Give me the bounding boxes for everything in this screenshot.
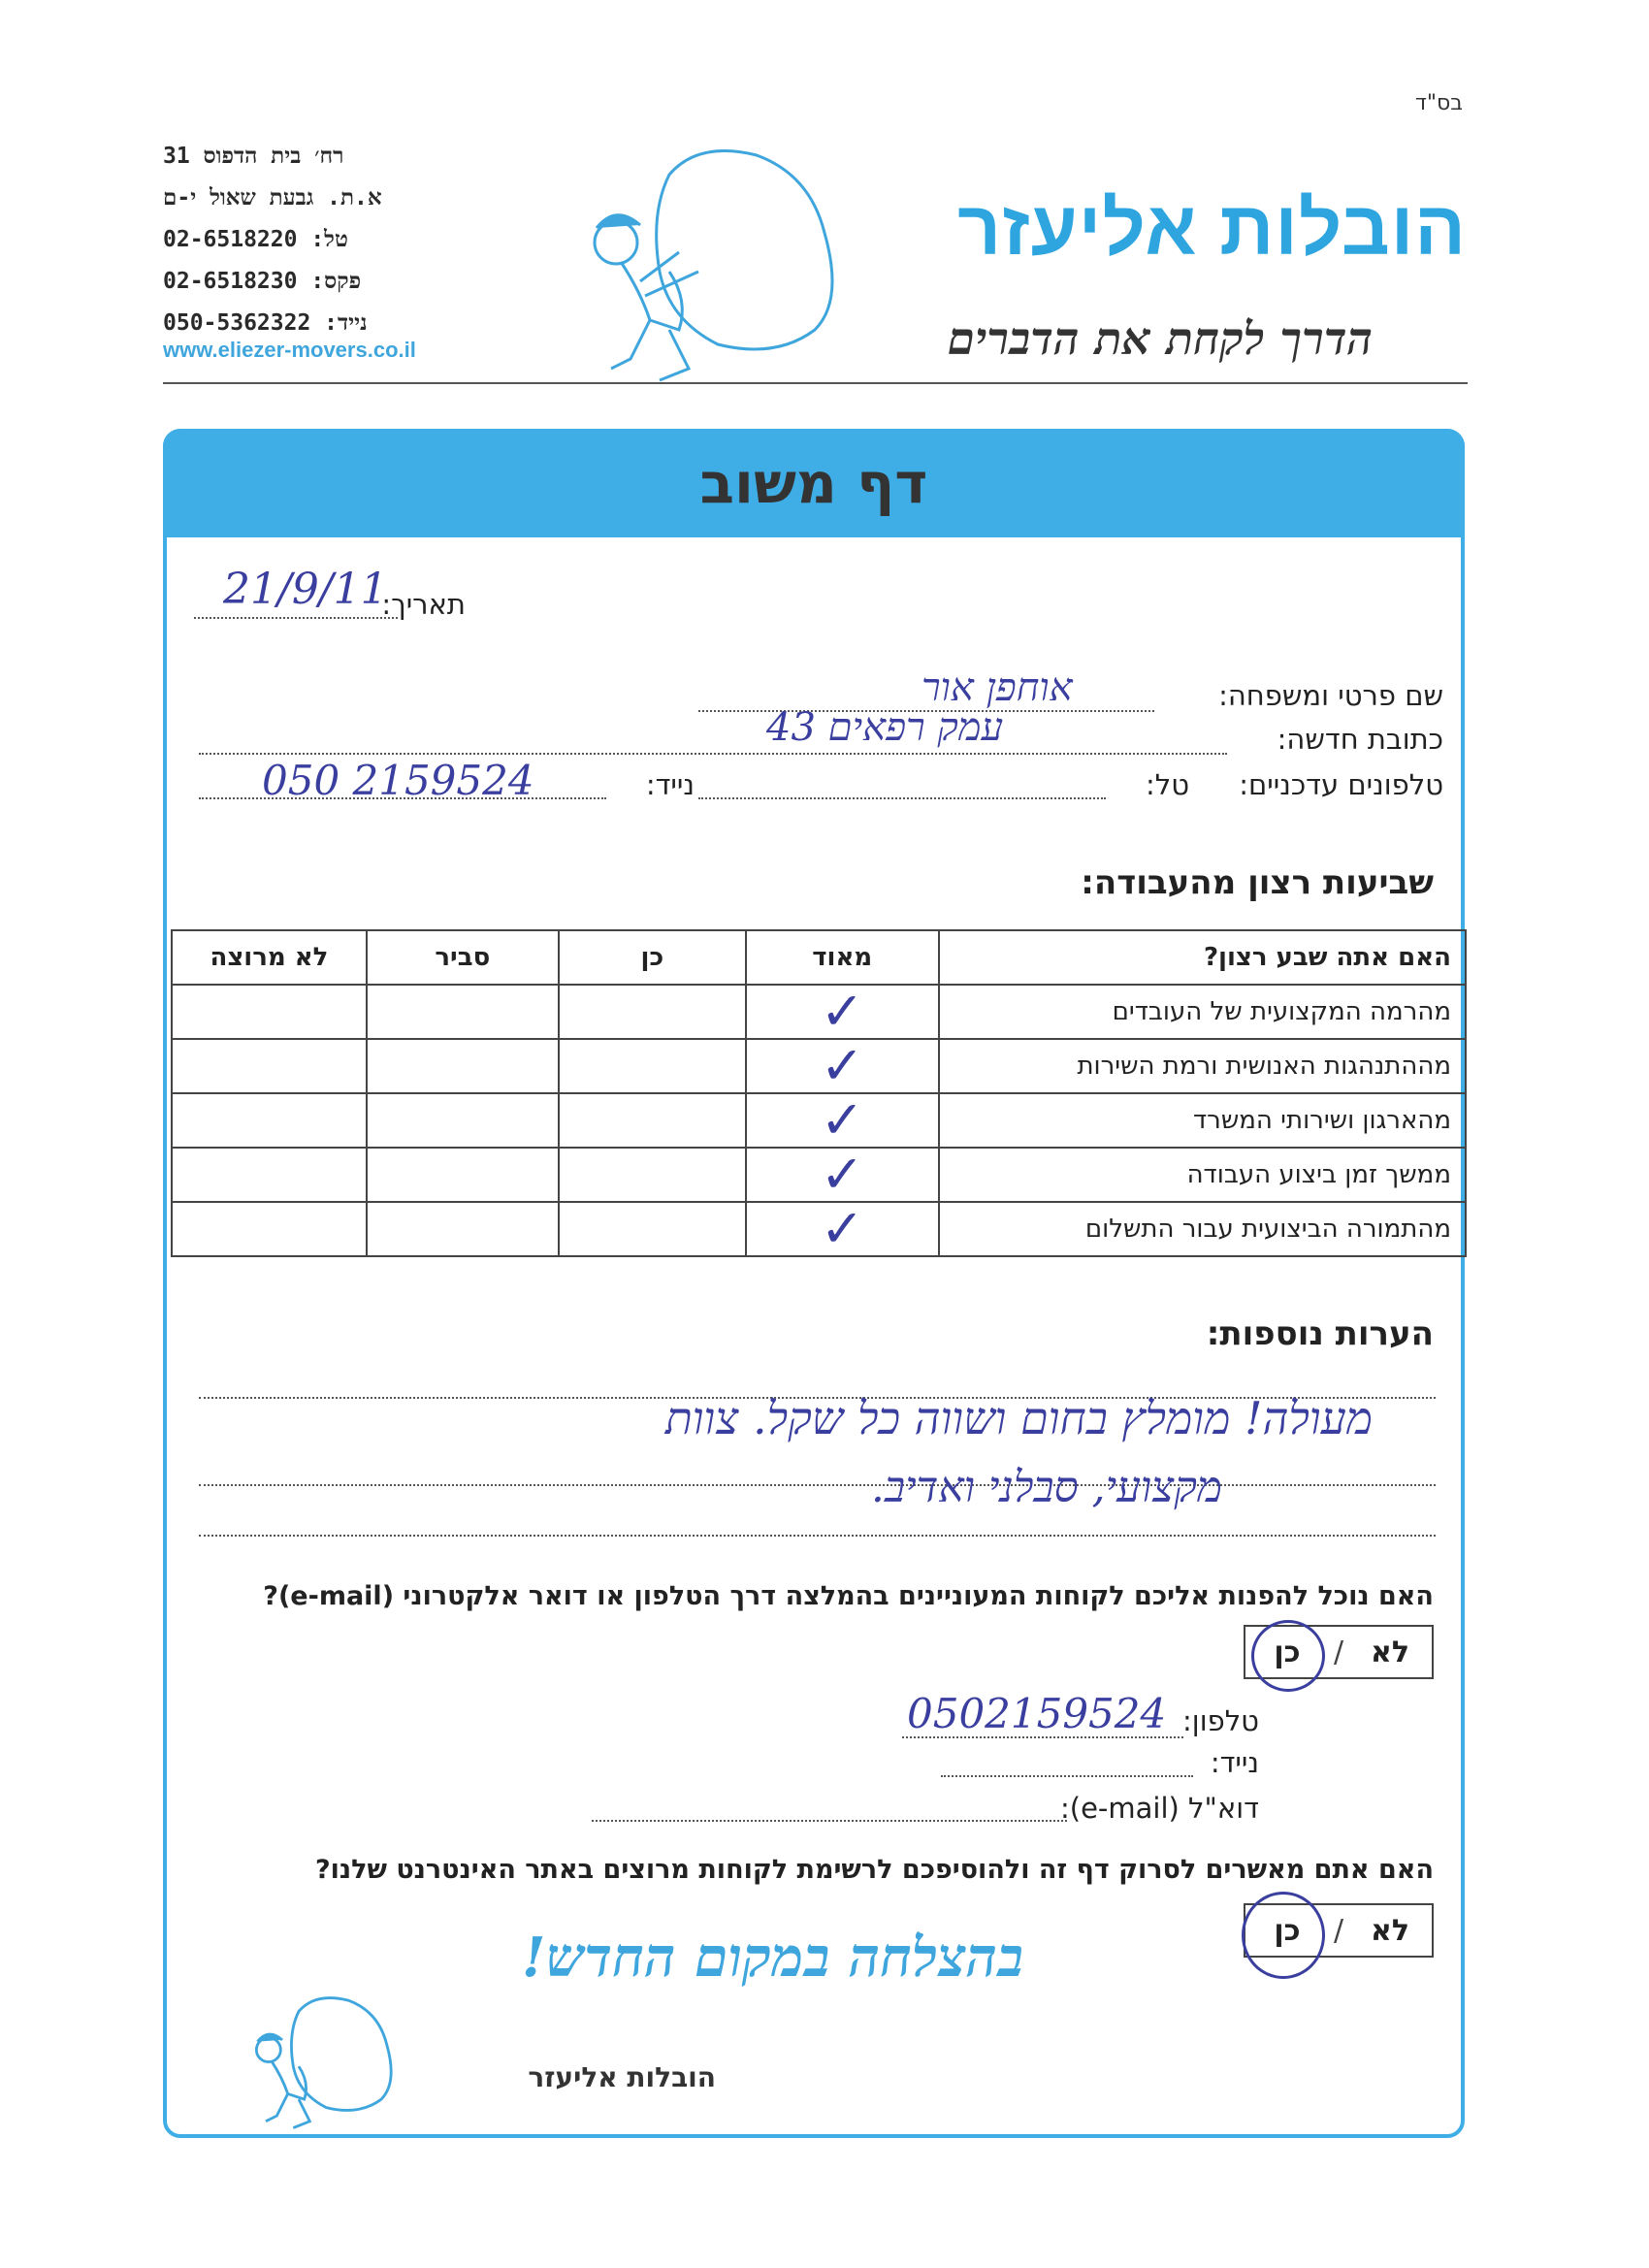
rating-cell-fair[interactable] [367,1093,559,1148]
table-row [172,985,1466,1039]
rating-cell-yes[interactable] [559,1039,746,1093]
table-row [172,1148,1466,1202]
form-title: דף משוב [699,450,928,516]
column-header: כן [559,930,746,985]
phones-label: טלפונים עדכניים: [1239,768,1443,801]
divider: / [1333,1635,1344,1669]
rating-cell-very[interactable] [746,1035,939,1096]
tel-label: טל: [1145,768,1189,801]
date-line [194,617,398,619]
comments-title: הערות נוספות: [1206,1314,1434,1353]
column-header: האם אתה שבע רצון? [939,930,1466,985]
rating-cell-very[interactable] [746,1089,939,1150]
footer-signature: הובלות אליעזר [528,2061,716,2093]
scan-permission-question: האם אתם מאשרים לסרוק דף זה ולהוסיפכם לרשימת לקוחות מרוצים באתר האינטרנט שלנו? [314,1855,1434,1885]
rating-cell-unsatisfied[interactable] [172,1093,367,1148]
comment-text-line1[interactable]: מעולה! מומלץ בחום ושווה כל שקל. צוות [664,1392,1373,1444]
company-brand: הובלות אליעזר [957,185,1467,271]
rating-cell-unsatisfied[interactable] [172,1039,367,1093]
table-row [172,1039,1466,1093]
rating-cell-fair[interactable] [367,1148,559,1202]
column-header: לא מרוצה [172,930,367,985]
website-link[interactable]: www.eliezer-movers.co.il [163,338,416,362]
rating-cell-very[interactable] [746,1144,939,1205]
row-label: מהתמורה הביצועית עבור התשלום [939,1202,1466,1256]
mobile-label: נייד: [645,768,695,801]
divider: / [1333,1913,1344,1948]
selection-circle-yes [1251,1620,1325,1692]
check-mark-icon: ✓ [820,1089,864,1150]
email-line [592,1820,1067,1822]
contact-line: רח׳ בית הדפוס 31 [163,144,344,169]
table-row [172,1202,1466,1256]
company-slogan: הדרך לקחת את הדברים [947,312,1373,365]
satisfaction-table [171,929,1467,1257]
mobile-value[interactable]: 050 2159524 [262,757,534,804]
farewell-message: בהצלחה במקום החדש! [521,1926,1023,1990]
mover-carrying-sack-icon [233,1989,398,2134]
rating-cell-yes[interactable] [559,1148,746,1202]
check-mark-icon: ✓ [820,981,864,1042]
rating-cell-very[interactable] [746,1198,939,1259]
header-divider [163,382,1468,384]
rating-cell-yes[interactable] [559,1093,746,1148]
email-label: דוא"ל (e-mail): [1059,1792,1259,1825]
phone-value[interactable]: 0502159524 [907,1690,1167,1737]
column-header: מאוד [746,930,939,985]
rating-cell-fair[interactable] [367,985,559,1039]
rating-cell-fair[interactable] [367,1039,559,1093]
address-value[interactable]: עמק רפאים 43 [766,705,1004,750]
rating-cell-fair[interactable] [367,1202,559,1256]
address-label: כתובת חדשה: [1277,723,1443,756]
yes-option[interactable]: כן [1274,1913,1301,1948]
address-line [199,753,1227,755]
contact-line: נייד: 050-5362322 [163,310,368,336]
rating-cell-yes[interactable] [559,985,746,1039]
comment-line [199,1535,1436,1537]
table-row [172,1093,1466,1148]
rating-cell-yes[interactable] [559,1202,746,1256]
comment-line [199,1484,1436,1486]
row-label: מהארגון ושירותי המשרד [939,1093,1466,1148]
tel-line [698,797,1106,799]
yes-option[interactable]: כן [1274,1635,1301,1669]
contact-line: פקס: 02-6518230 [163,269,362,294]
row-label: מהרמה המקצועית של העובדים [939,985,1466,1039]
contact-line: א.ת. גבעת שאול י-ם [163,185,382,211]
bsd-mark: בס"ד [1414,91,1463,115]
no-option[interactable]: לא [1371,1913,1409,1948]
rating-cell-unsatisfied[interactable] [172,1202,367,1256]
rating-cell-unsatisfied[interactable] [172,1148,367,1202]
comment-text-line2[interactable]: מקצועי, סבלני ואדיב. [870,1463,1222,1512]
date-value[interactable]: 21/9/11 [223,565,388,614]
name-value[interactable]: אוחפן אור [922,665,1073,710]
contact-permission-question: האם נוכל להפנות אליכם לקוחות המעוניינים בהמלצה דרך הטלפון או דואר אלקטרוני (e-mail)? [263,1581,1434,1611]
selection-circle-yes [1242,1892,1325,1979]
mover-carrying-sack-icon [553,136,844,390]
no-option[interactable]: לא [1371,1635,1409,1669]
contact-mobile-label: נייד: [1210,1746,1259,1779]
contact-line: טל: 02-6518220 [163,227,348,252]
column-header: סביר [367,930,559,985]
rating-cell-very[interactable] [746,981,939,1042]
company-contact-block [163,136,454,344]
satisfaction-title: שביעות רצון מהעבודה: [1081,863,1434,902]
rating-cell-unsatisfied[interactable] [172,985,367,1039]
row-label: מההתנהגות האנושית ורמת השירות [939,1039,1466,1093]
check-mark-icon: ✓ [820,1198,864,1259]
table-header-row [172,930,1466,985]
phone-label: טלפון: [1182,1704,1259,1737]
row-label: ממשך זמן ביצוע העבודה [939,1148,1466,1202]
contact-mobile-line [941,1775,1193,1777]
check-mark-icon: ✓ [820,1144,864,1205]
check-mark-icon: ✓ [820,1035,864,1096]
date-label: תאריך: [381,588,466,621]
name-label: שם פרטי ומשפחה: [1218,679,1443,712]
